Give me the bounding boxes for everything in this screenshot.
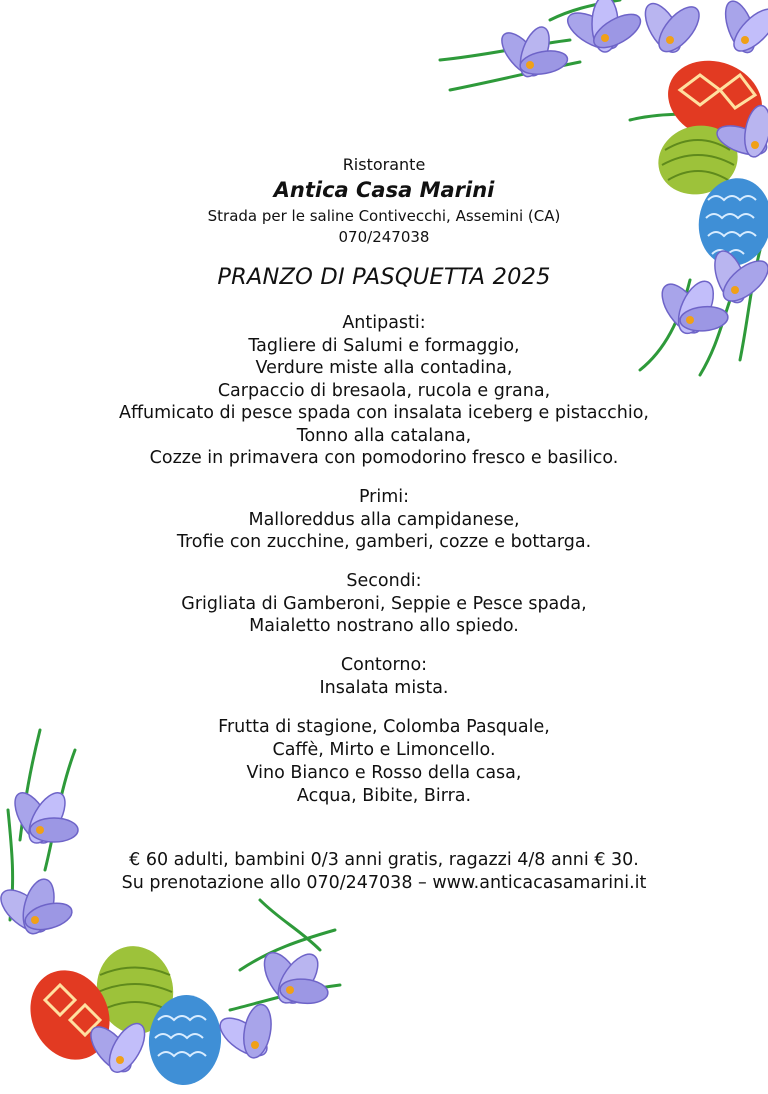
menu-item: Tonno alla catalana, — [296, 426, 472, 446]
menu-item: Insalata mista. — [319, 678, 449, 698]
extras-item: Caffè, Mirto e Limoncello. — [272, 740, 496, 760]
section-heading-antipasti: Antipasti: — [342, 313, 426, 333]
section-heading-secondi: Secondi: — [346, 571, 422, 591]
red-egg-icon — [16, 957, 124, 1072]
section-heading-contorno: Contorno: — [340, 655, 428, 675]
menu-item: Verdure miste alla contadina, — [255, 358, 513, 378]
restaurant-address: Strada per le saline Contivecchi, Assemini (CA) — [207, 207, 561, 225]
menu-item: Affumicato di pesce spada con insalata iceberg e pistacchio, — [119, 403, 649, 423]
menu-item: Tagliere di Salumi e formaggio, — [248, 336, 520, 356]
price-info: € 60 adulti, bambini 0/3 anni gratis, ragazzi 4/8 anni € 30. — [129, 850, 639, 870]
crocus-flower-icon — [0, 787, 329, 1078]
extras-item: Acqua, Bibite, Birra. — [296, 786, 472, 806]
menu-item: Cozze in primavera con pomodorino fresco e basilico. — [149, 448, 619, 468]
menu-item: Trofie con zucchine, gamberi, cozze e bottarga. — [176, 532, 592, 552]
menu-item: Maialetto nostrano allo spiedo. — [249, 616, 519, 636]
extras-item: Vino Bianco e Rosso della casa, — [246, 763, 522, 783]
menu-item: Grigliata di Gamberoni, Seppie e Pesce spada, — [181, 594, 587, 614]
page-title: PRANZO DI PASQUETTA 2025 — [217, 264, 551, 290]
restaurant-label: Ristorante — [342, 155, 426, 174]
extras-item: Frutta di stagione, Colomba Pasquale, — [218, 717, 550, 737]
menu-item: Malloreddus alla campidanese, — [248, 510, 520, 530]
booking-info: Su prenotazione allo 070/247038 – www.anticacasamarini.it — [121, 873, 647, 893]
restaurant-name: Antica Casa Marini — [273, 178, 495, 202]
section-heading-primi: Primi: — [358, 487, 410, 507]
red-egg-icon — [657, 48, 768, 152]
blue-egg-icon — [145, 992, 225, 1088]
restaurant-phone: 070/247038 — [338, 228, 430, 246]
menu-item: Carpaccio di bresaola, rucola e grana, — [217, 381, 551, 401]
green-egg-icon — [90, 940, 180, 1040]
